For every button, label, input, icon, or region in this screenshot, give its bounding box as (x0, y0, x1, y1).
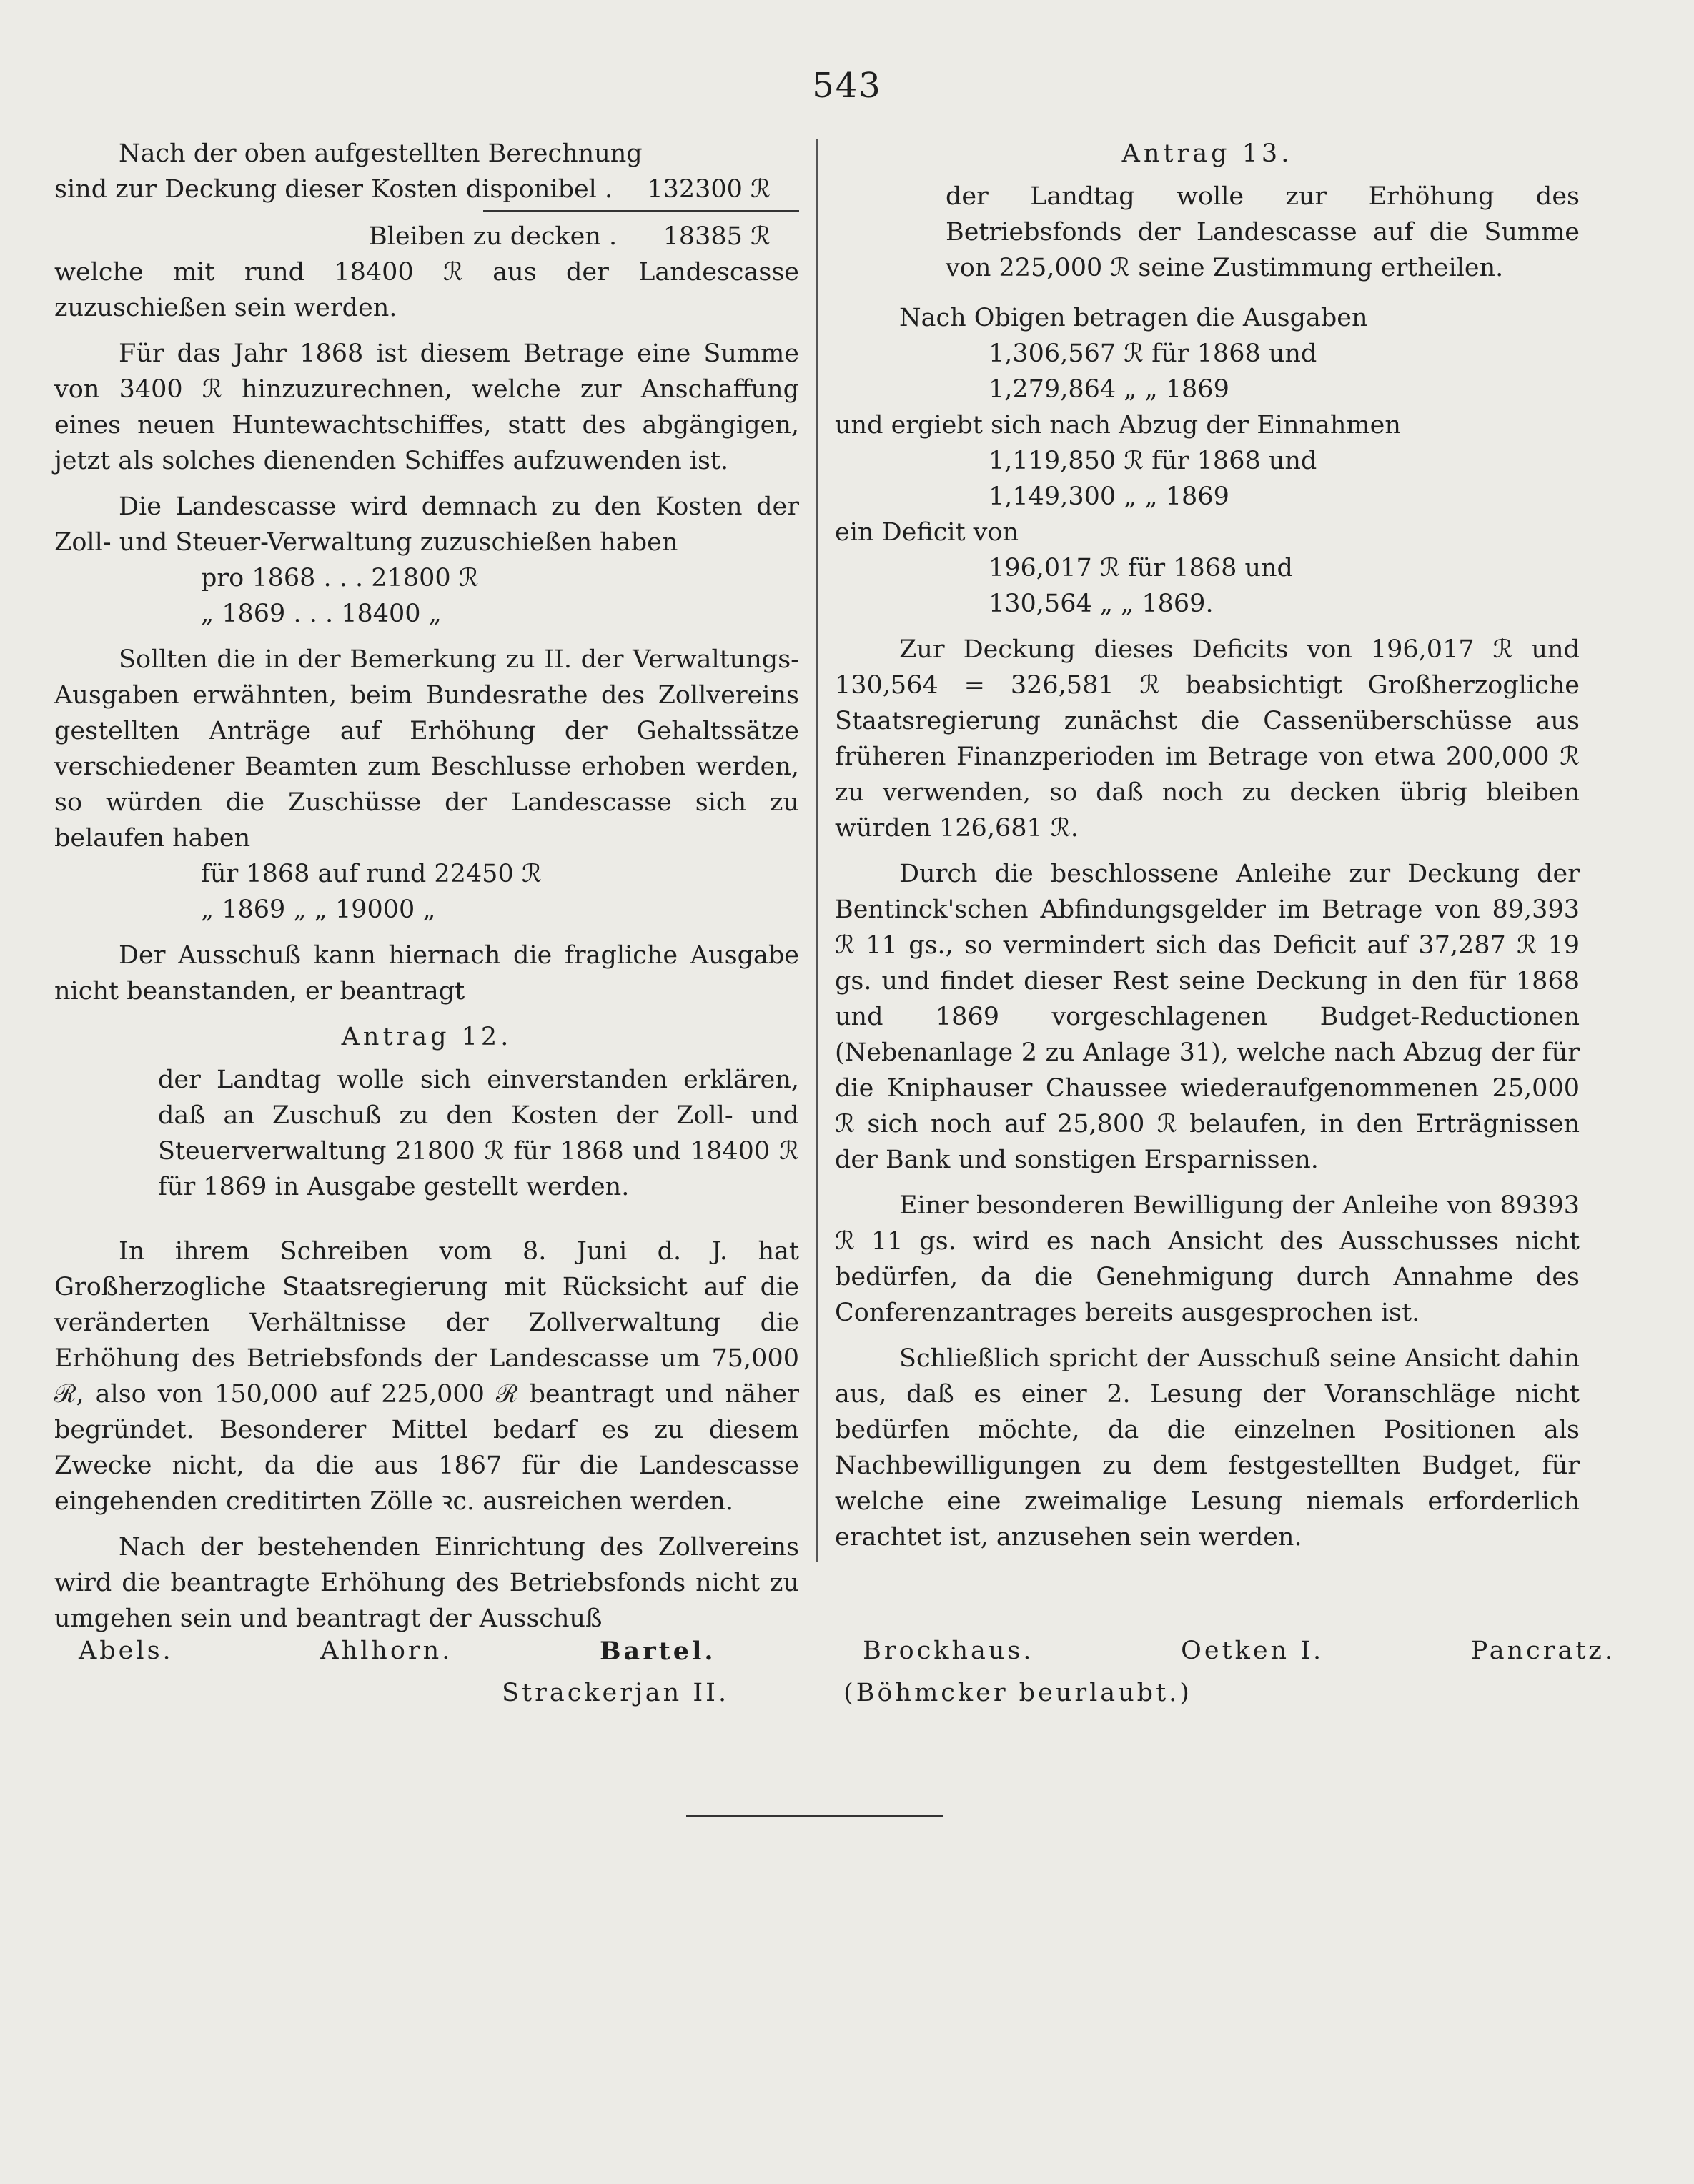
sum-row (54, 172, 799, 207)
paragraph: und ergiebt sich nach Abzug der Einnahmen (835, 411, 1401, 440)
paragraph: welche mit rund 18400 ℛ aus der Landescasse zuzuschießen sein werden. (54, 258, 799, 322)
paragraph: Nach Obigen betragen die Ausgaben (899, 304, 1368, 332)
amount-line: 130,564 „ „ 1869. (989, 590, 1214, 618)
paragraph: Für das Jahr 1868 ist diesem Betrage eine Summe von 3400 ℛ hinzuzurechnen, welche zur Anschaffung eines neuen Huntewachtschiffes, statt des abgängigen, jetzt als solches dienenden Schiffes aufzuwenden ist. (54, 339, 799, 475)
row-amount: 18385 ℛ (663, 222, 771, 251)
paragraph: Schließlich spricht der Ausschuß seine Ansicht dahin aus, daß es einer 2. Lesung der Voranschläge nicht bedürfen möchte, da die einzelnen Positionen als Nachbewilligungen zu dem festgestellten Budget, für welche eine zweimalige Lesung niemals erforderlich erachtet ist, anzusehen sein werden. (835, 1344, 1580, 1552)
absence-note: (Böhmcker beurlaubt.) (843, 1679, 1192, 1707)
paragraph: Einer besonderen Bewilligung der Anleihe von 89393 ℛ 11 gs. wird es nach Ansicht des Ausschusses nicht bedürfen, da die Genehmigung durch Annahme des Conferenzantrages bereits ausgesprochen ist. (835, 1191, 1580, 1327)
signatory-name: Oetken I. (1181, 1637, 1324, 1665)
paragraph: Zur Deckung dieses Deficits von 196,017 ℛ und 130,564 = 326,581 ℛ beabsichtigt Großherzogliche Staatsregierung zunächst die Cassenüberschüsse aus früheren Finanzperioden im Betrage von etwa 200,000 ℛ zu verwenden, so daß noch zu decken übrig bleiben würden 126,681 ℛ. (835, 635, 1580, 843)
amount-line: pro 1868 . . . 21800 ℛ (201, 564, 479, 592)
page-number: 543 (812, 66, 882, 106)
motion-text: der Landtag wolle zur Erhöhung des Betriebsfonds der Landescasse auf die Summe von 225,000 ℛ seine Zustimmung ertheilen. (946, 182, 1580, 282)
paragraph: In ihrem Schreiben vom 8. Juni d. J. hat Großherzogliche Staatsregierung mit Rücksicht auf die veränderten Verhältnisse der Zollverwaltung die Erhöhung des Betriebsfonds der Landescasse um 75,000 ℛ, also von 150,000 auf 225,000 ℛ beantragt und näher begründet. Besonderer Mittel bedarf es zu diesem Zwecke nicht, da die aus 1867 für die Landescasse eingehenden creditirten Zölle ꝛc. ausreichen werden. (54, 1237, 799, 1516)
signatory-name: Abels. (79, 1637, 174, 1665)
signatory-name: Brockhaus. (863, 1637, 1034, 1665)
left-column (54, 136, 799, 1647)
end-rule (686, 1815, 943, 1817)
signatory-name: Strackerjan II. (502, 1679, 730, 1707)
row-amount: 132300 ℛ (647, 175, 771, 204)
amount-line: 1,279,864 „ „ 1869 (989, 375, 1229, 404)
motion-heading: Antrag 12. (341, 1023, 512, 1051)
amount-line: 1,306,567 ℛ für 1868 und (989, 339, 1317, 368)
paragraph-text: Nach der oben aufgestellten Berechnung (119, 139, 643, 168)
amount-line: 196,017 ℛ für 1868 und (989, 554, 1293, 582)
right-column (835, 136, 1580, 1565)
paragraph (54, 136, 799, 172)
signature-block (79, 1637, 1615, 1707)
paragraph: Sollten die in der Bemerkung zu II. der Verwaltungs-Ausgaben erwähnten, beim Bundesrathe des Zollvereins gestellten Anträge auf Erhöhung der Gehaltssätze verschiedener Beamten zum Beschlusse erhoben werden, so würden die Zuschüsse der Landescasse sich zu belaufen haben (54, 645, 799, 853)
amount-line: für 1868 auf rund 22450 ℛ (201, 860, 542, 888)
row-label: sind zur Deckung dieser Kosten disponibel . (54, 175, 613, 204)
sum-row (54, 219, 799, 254)
paragraph: Durch die beschlossene Anleihe zur Deckung der Bentinck'schen Abfindungsgelder im Betrage von 89,393 ℛ 11 gs., so vermindert sich das Deficit auf 37,287 ℛ 19 gs. und findet dieser Rest seine Deckung in den für 1868 und 1869 vorgeschlagenen Budget-Reductionen (Nebenanlage 2 zu Anlage 31), welche nach Abzug der für die Kniphauser Chaussee wiederaufgenommenen 25,000 ℛ sich noch auf 25,800 ℛ belaufen, in den Erträgnissen der Bank und sonstigen Ersparnissen. (835, 860, 1580, 1174)
signatory-name: Ahlhorn. (320, 1637, 453, 1665)
amount-line: 1,119,850 ℛ für 1868 und (989, 447, 1317, 475)
column-divider (816, 139, 818, 1562)
sum-rule (483, 210, 799, 212)
amount-line: „ 1869 „ „ 19000 „ (201, 895, 436, 924)
signatory-name: Pancratz. (1470, 1637, 1615, 1665)
row-label: Bleiben zu decken . (369, 222, 618, 251)
paragraph: Nach der bestehenden Einrichtung des Zollvereins wird die beantragte Erhöhung des Betriebsfonds nicht zu umgehen sein und beantragt der Ausschuß (54, 1533, 799, 1633)
amount-line: „ 1869 . . . 18400 „ (201, 600, 442, 628)
paragraph: ein Deficit von (835, 518, 1019, 547)
paragraph: Die Landescasse wird demnach zu den Kosten der Zoll- und Steuer-Verwaltung zuzuschießen haben (54, 492, 799, 557)
motion-text: der Landtag wolle sich einverstanden erklären, daß an Zuschuß zu den Kosten der Zoll- und Steuerverwaltung 21800 ℛ für 1868 und 18400 ℛ für 1869 in Ausgabe gestellt werden. (158, 1066, 799, 1201)
signatory-name: Bartel. (599, 1637, 716, 1666)
paragraph: Der Ausschuß kann hiernach die fragliche Ausgabe nicht beanstanden, er beantragt (54, 941, 799, 1006)
motion-heading: Antrag 13. (1121, 139, 1293, 168)
amount-line: 1,149,300 „ „ 1869 (989, 482, 1229, 511)
